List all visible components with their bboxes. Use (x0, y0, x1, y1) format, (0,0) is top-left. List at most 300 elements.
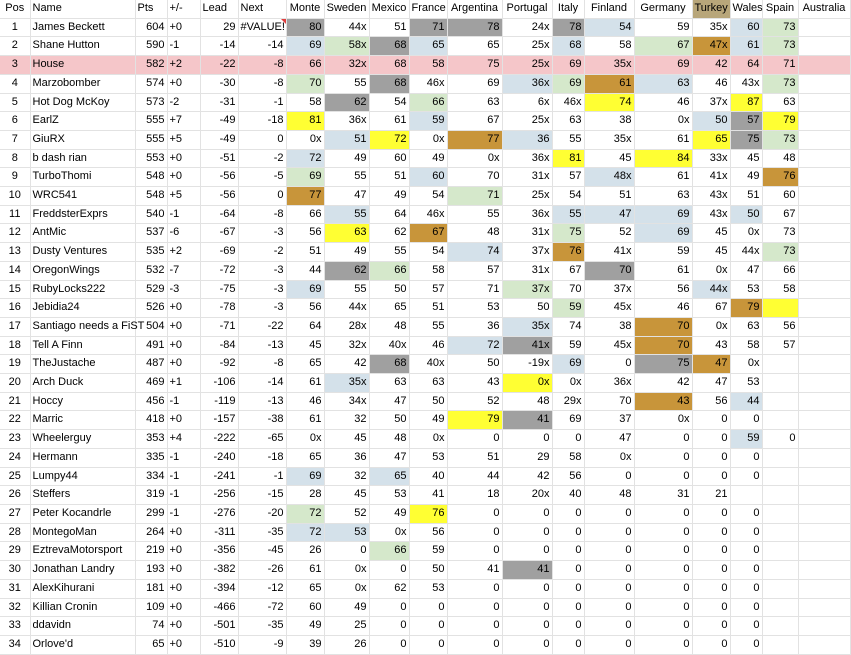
rally-cell-portugal[interactable]: 36x (502, 74, 552, 93)
column-header-germany[interactable]: Germany (634, 0, 692, 18)
rally-cell-france[interactable]: 60 (409, 168, 447, 187)
rally-cell-spain[interactable] (762, 561, 798, 580)
rally-cell-portugal[interactable]: 41x (502, 336, 552, 355)
rally-cell-mexico[interactable]: 53 (369, 486, 409, 505)
rally-cell-spain[interactable]: 73 (762, 224, 798, 243)
rally-cell-france[interactable]: 54 (409, 243, 447, 262)
rally-cell-argentina[interactable]: 79 (447, 411, 502, 430)
rally-cell-monte[interactable]: 46 (286, 392, 324, 411)
change-cell[interactable]: -3 (167, 280, 200, 299)
rally-cell-sweden[interactable]: 45 (324, 430, 369, 449)
rally-cell-germany[interactable]: 0 (634, 467, 692, 486)
rally-cell-turkey[interactable]: 0 (692, 635, 730, 654)
points-cell[interactable]: 555 (135, 112, 167, 131)
rally-cell-wales[interactable]: 0x (730, 355, 762, 374)
rally-cell-portugal[interactable]: 36 (502, 130, 552, 149)
rally-cell-italy[interactable]: 69 (552, 56, 584, 75)
rally-cell-germany[interactable]: 0 (634, 542, 692, 561)
pos-cell[interactable]: 2 (0, 37, 30, 56)
rally-cell-monte[interactable]: 58 (286, 93, 324, 112)
change-cell[interactable]: +0 (167, 598, 200, 617)
points-cell[interactable]: 181 (135, 579, 167, 598)
change-cell[interactable]: -1 (167, 205, 200, 224)
rally-cell-monte[interactable]: 69 (286, 467, 324, 486)
column-header-argentina[interactable]: Argentina (447, 0, 502, 18)
rally-cell-australia[interactable] (798, 168, 850, 187)
rally-cell-sweden[interactable]: 58x (324, 37, 369, 56)
rally-cell-italy[interactable]: 40 (552, 486, 584, 505)
points-cell[interactable]: 319 (135, 486, 167, 505)
next-cell[interactable]: -3 (238, 224, 286, 243)
rally-cell-finland[interactable]: 0x (584, 448, 634, 467)
rally-cell-portugal[interactable]: 0 (502, 430, 552, 449)
rally-cell-wales[interactable]: 43x (730, 74, 762, 93)
rally-cell-germany[interactable]: 70 (634, 336, 692, 355)
rally-cell-finland[interactable]: 47 (584, 205, 634, 224)
rally-cell-argentina[interactable]: 0 (447, 504, 502, 523)
rally-cell-argentina[interactable]: 71 (447, 280, 502, 299)
rally-cell-wales[interactable]: 0x (730, 224, 762, 243)
rally-cell-wales[interactable]: 61 (730, 37, 762, 56)
rally-cell-germany[interactable]: 46 (634, 299, 692, 318)
name-cell[interactable]: Hot Dog McKoy (30, 93, 135, 112)
lead-cell[interactable]: -84 (200, 336, 238, 355)
points-cell[interactable]: 553 (135, 149, 167, 168)
rally-cell-monte[interactable]: 72 (286, 149, 324, 168)
rally-cell-mexico[interactable]: 55 (369, 243, 409, 262)
next-cell[interactable]: -18 (238, 112, 286, 131)
rally-cell-germany[interactable]: 69 (634, 224, 692, 243)
rally-cell-spain[interactable] (762, 598, 798, 617)
rally-cell-germany[interactable]: 69 (634, 205, 692, 224)
rally-cell-portugal[interactable]: 0x (502, 374, 552, 393)
rally-cell-italy[interactable]: 0 (552, 617, 584, 636)
rally-cell-australia[interactable] (798, 261, 850, 280)
rally-cell-wales[interactable]: 0 (730, 448, 762, 467)
rally-cell-argentina[interactable]: 0 (447, 579, 502, 598)
rally-cell-argentina[interactable]: 36 (447, 317, 502, 336)
rally-cell-australia[interactable] (798, 18, 850, 37)
rally-cell-sweden[interactable]: 52 (324, 504, 369, 523)
pos-cell[interactable]: 24 (0, 448, 30, 467)
next-cell[interactable]: -38 (238, 411, 286, 430)
next-cell[interactable]: -18 (238, 448, 286, 467)
rally-cell-mexico[interactable]: 0 (369, 617, 409, 636)
rally-cell-sweden[interactable]: 32 (324, 411, 369, 430)
lead-cell[interactable]: 29 (200, 18, 238, 37)
next-cell[interactable]: -8 (238, 355, 286, 374)
rally-cell-sweden[interactable]: 36x (324, 112, 369, 131)
rally-cell-portugal[interactable]: 24x (502, 18, 552, 37)
rally-cell-monte[interactable]: 45 (286, 336, 324, 355)
rally-cell-mexico[interactable]: 47 (369, 392, 409, 411)
name-cell[interactable]: AntMic (30, 224, 135, 243)
next-cell[interactable]: -14 (238, 37, 286, 56)
rally-cell-wales[interactable]: 47 (730, 261, 762, 280)
name-cell[interactable]: Jonathan Landry (30, 561, 135, 580)
pos-cell[interactable]: 14 (0, 261, 30, 280)
rally-cell-portugal[interactable]: 31x (502, 168, 552, 187)
rally-cell-monte[interactable]: 80 (286, 18, 324, 37)
rally-cell-mexico[interactable]: 65 (369, 467, 409, 486)
pos-cell[interactable]: 16 (0, 299, 30, 318)
rally-cell-spain[interactable]: 60 (762, 187, 798, 206)
rally-cell-sweden[interactable]: 0x (324, 561, 369, 580)
points-cell[interactable]: 548 (135, 187, 167, 206)
next-cell[interactable]: -20 (238, 504, 286, 523)
points-cell[interactable]: 418 (135, 411, 167, 430)
change-cell[interactable]: +0 (167, 617, 200, 636)
rally-cell-mexico[interactable]: 66 (369, 542, 409, 561)
rally-cell-argentina[interactable]: 57 (447, 261, 502, 280)
lead-cell[interactable]: -276 (200, 504, 238, 523)
rally-cell-turkey[interactable]: 43 (692, 336, 730, 355)
rally-cell-spain[interactable]: 73 (762, 130, 798, 149)
rally-cell-finland[interactable]: 48x (584, 168, 634, 187)
rally-cell-turkey[interactable]: 0 (692, 561, 730, 580)
pos-cell[interactable]: 18 (0, 336, 30, 355)
change-cell[interactable]: +0 (167, 411, 200, 430)
rally-cell-france[interactable]: 59 (409, 112, 447, 131)
lead-cell[interactable]: -49 (200, 130, 238, 149)
rally-cell-sweden[interactable]: 0 (324, 542, 369, 561)
next-cell[interactable]: 0 (238, 130, 286, 149)
column-header-australia[interactable]: Australia (798, 0, 850, 18)
rally-cell-australia[interactable] (798, 542, 850, 561)
points-cell[interactable]: 65 (135, 635, 167, 654)
rally-cell-portugal[interactable]: 25x (502, 56, 552, 75)
rally-cell-germany[interactable]: 0x (634, 411, 692, 430)
rally-cell-sweden[interactable]: 44x (324, 18, 369, 37)
points-cell[interactable]: 335 (135, 448, 167, 467)
change-cell[interactable]: +2 (167, 56, 200, 75)
rally-cell-sweden[interactable]: 25 (324, 617, 369, 636)
rally-cell-mexico[interactable]: 68 (369, 355, 409, 374)
rally-cell-turkey[interactable]: 35x (692, 18, 730, 37)
rally-cell-finland[interactable]: 41x (584, 243, 634, 262)
pos-cell[interactable]: 23 (0, 430, 30, 449)
rally-cell-portugal[interactable]: 29 (502, 448, 552, 467)
rally-cell-italy[interactable]: 69 (552, 355, 584, 374)
points-cell[interactable]: 573 (135, 93, 167, 112)
rally-cell-turkey[interactable]: 33x (692, 149, 730, 168)
rally-cell-portugal[interactable]: 50 (502, 299, 552, 318)
lead-cell[interactable]: -51 (200, 149, 238, 168)
rally-cell-france[interactable]: 55 (409, 317, 447, 336)
name-cell[interactable]: Hoccy (30, 392, 135, 411)
rally-cell-portugal[interactable]: 48 (502, 392, 552, 411)
next-cell[interactable]: #VALUE! (238, 18, 286, 37)
points-cell[interactable]: 487 (135, 355, 167, 374)
rally-cell-finland[interactable]: 35x (584, 56, 634, 75)
column-header-finland[interactable]: Finland (584, 0, 634, 18)
rally-cell-sweden[interactable]: 63 (324, 224, 369, 243)
rally-cell-monte[interactable]: 69 (286, 37, 324, 56)
rally-cell-wales[interactable]: 0 (730, 617, 762, 636)
rally-cell-australia[interactable] (798, 299, 850, 318)
rally-cell-turkey[interactable]: 45 (692, 224, 730, 243)
rally-cell-spain[interactable]: 63 (762, 93, 798, 112)
change-cell[interactable]: +7 (167, 112, 200, 131)
rally-cell-turkey[interactable]: 21 (692, 486, 730, 505)
rally-cell-argentina[interactable]: 48 (447, 224, 502, 243)
change-cell[interactable]: -1 (167, 392, 200, 411)
name-cell[interactable]: Arch Duck (30, 374, 135, 393)
change-cell[interactable]: +0 (167, 523, 200, 542)
rally-cell-finland[interactable]: 35x (584, 130, 634, 149)
rally-cell-monte[interactable]: 0x (286, 430, 324, 449)
points-cell[interactable]: 535 (135, 243, 167, 262)
rally-cell-argentina[interactable]: 43 (447, 374, 502, 393)
lead-cell[interactable]: -394 (200, 579, 238, 598)
rally-cell-sweden[interactable]: 0x (324, 579, 369, 598)
rally-cell-germany[interactable]: 59 (634, 243, 692, 262)
rally-cell-germany[interactable]: 69 (634, 56, 692, 75)
rally-cell-australia[interactable] (798, 635, 850, 654)
rally-cell-monte[interactable]: 65 (286, 355, 324, 374)
next-cell[interactable]: -8 (238, 56, 286, 75)
rally-cell-turkey[interactable]: 0x (692, 261, 730, 280)
lead-cell[interactable]: -78 (200, 299, 238, 318)
rally-cell-spain[interactable] (762, 523, 798, 542)
rally-cell-turkey[interactable]: 0 (692, 598, 730, 617)
change-cell[interactable]: -1 (167, 467, 200, 486)
rally-cell-germany[interactable]: 0 (634, 504, 692, 523)
rally-cell-wales[interactable]: 49 (730, 168, 762, 187)
rally-cell-monte[interactable]: 64 (286, 317, 324, 336)
rally-cell-france[interactable]: 53 (409, 448, 447, 467)
next-cell[interactable]: -2 (238, 243, 286, 262)
name-cell[interactable]: RubyLocks222 (30, 280, 135, 299)
change-cell[interactable]: +0 (167, 355, 200, 374)
rally-cell-germany[interactable]: 0 (634, 430, 692, 449)
rally-cell-portugal[interactable]: 25x (502, 37, 552, 56)
rally-cell-monte[interactable]: 77 (286, 187, 324, 206)
rally-cell-australia[interactable] (798, 374, 850, 393)
rally-cell-france[interactable]: 57 (409, 280, 447, 299)
rally-cell-italy[interactable]: 78 (552, 18, 584, 37)
rally-cell-portugal[interactable]: 0 (502, 579, 552, 598)
pos-cell[interactable]: 19 (0, 355, 30, 374)
lead-cell[interactable]: -64 (200, 205, 238, 224)
rally-cell-mexico[interactable]: 47 (369, 448, 409, 467)
rally-cell-australia[interactable] (798, 112, 850, 131)
rally-cell-argentina[interactable]: 78 (447, 18, 502, 37)
rally-cell-turkey[interactable]: 41x (692, 168, 730, 187)
rally-cell-france[interactable]: 49 (409, 149, 447, 168)
rally-cell-finland[interactable]: 48 (584, 486, 634, 505)
rally-cell-sweden[interactable]: 62 (324, 93, 369, 112)
rally-cell-australia[interactable] (798, 579, 850, 598)
rally-cell-mexico[interactable]: 65 (369, 299, 409, 318)
rally-cell-germany[interactable]: 31 (634, 486, 692, 505)
lead-cell[interactable]: -466 (200, 598, 238, 617)
rally-cell-germany[interactable]: 63 (634, 74, 692, 93)
pos-cell[interactable]: 5 (0, 93, 30, 112)
rally-cell-italy[interactable]: 0 (552, 635, 584, 654)
rally-cell-monte[interactable]: 69 (286, 280, 324, 299)
change-cell[interactable]: +2 (167, 243, 200, 262)
rally-cell-finland[interactable]: 45 (584, 149, 634, 168)
rally-cell-sweden[interactable]: 47 (324, 187, 369, 206)
rally-cell-spain[interactable] (762, 392, 798, 411)
rally-cell-italy[interactable]: 69 (552, 74, 584, 93)
rally-cell-argentina[interactable]: 72 (447, 336, 502, 355)
rally-cell-finland[interactable]: 0 (584, 579, 634, 598)
name-cell[interactable]: FreddsterExprs (30, 205, 135, 224)
points-cell[interactable]: 334 (135, 467, 167, 486)
name-cell[interactable]: Lumpy44 (30, 467, 135, 486)
rally-cell-sweden[interactable]: 62 (324, 261, 369, 280)
lead-cell[interactable]: -31 (200, 93, 238, 112)
rally-cell-australia[interactable] (798, 467, 850, 486)
next-cell[interactable]: -14 (238, 374, 286, 393)
next-cell[interactable]: -45 (238, 542, 286, 561)
column-header-name[interactable]: Name (30, 0, 135, 18)
rally-cell-finland[interactable]: 70 (584, 261, 634, 280)
rally-cell-mexico[interactable]: 68 (369, 74, 409, 93)
column-header-pts[interactable]: Pts (135, 0, 167, 18)
rally-cell-spain[interactable]: 79 (762, 112, 798, 131)
rally-cell-wales[interactable]: 87 (730, 93, 762, 112)
name-cell[interactable]: James Beckett (30, 18, 135, 37)
rally-cell-australia[interactable] (798, 56, 850, 75)
rally-cell-monte[interactable]: 61 (286, 561, 324, 580)
rally-cell-australia[interactable] (798, 355, 850, 374)
lead-cell[interactable]: -222 (200, 430, 238, 449)
rally-cell-italy[interactable]: 63 (552, 112, 584, 131)
rally-cell-argentina[interactable]: 0 (447, 598, 502, 617)
rally-cell-australia[interactable] (798, 130, 850, 149)
rally-cell-finland[interactable]: 0 (584, 561, 634, 580)
rally-cell-sweden[interactable]: 44x (324, 299, 369, 318)
rally-cell-finland[interactable]: 0 (584, 617, 634, 636)
rally-cell-portugal[interactable]: 0 (502, 635, 552, 654)
rally-cell-turkey[interactable]: 56 (692, 392, 730, 411)
change-cell[interactable]: +1 (167, 374, 200, 393)
rally-cell-wales[interactable]: 79 (730, 299, 762, 318)
rally-cell-turkey[interactable]: 0 (692, 504, 730, 523)
pos-cell[interactable]: 13 (0, 243, 30, 262)
points-cell[interactable]: 456 (135, 392, 167, 411)
rally-cell-germany[interactable]: 0 (634, 579, 692, 598)
name-cell[interactable]: Killian Cronin (30, 598, 135, 617)
rally-cell-finland[interactable]: 45x (584, 336, 634, 355)
rally-cell-portugal[interactable]: 31x (502, 224, 552, 243)
rally-cell-italy[interactable]: 70 (552, 280, 584, 299)
rally-cell-finland[interactable]: 61 (584, 74, 634, 93)
points-cell[interactable]: 537 (135, 224, 167, 243)
rally-cell-germany[interactable]: 61 (634, 261, 692, 280)
change-cell[interactable]: +0 (167, 299, 200, 318)
column-header-portugal[interactable]: Portugal (502, 0, 552, 18)
rally-cell-france[interactable]: 50 (409, 392, 447, 411)
rally-cell-italy[interactable]: 81 (552, 149, 584, 168)
points-cell[interactable]: 299 (135, 504, 167, 523)
next-cell[interactable]: -2 (238, 149, 286, 168)
pos-cell[interactable]: 11 (0, 205, 30, 224)
column-header-spain[interactable]: Spain (762, 0, 798, 18)
rally-cell-italy[interactable]: 0 (552, 542, 584, 561)
column-header-lead[interactable]: Lead (200, 0, 238, 18)
pos-cell[interactable]: 4 (0, 74, 30, 93)
rally-cell-spain[interactable]: 76 (762, 168, 798, 187)
rally-cell-spain[interactable]: 66 (762, 261, 798, 280)
rally-cell-portugal[interactable]: 0 (502, 523, 552, 542)
rally-cell-wales[interactable]: 0 (730, 561, 762, 580)
column-header-next[interactable]: Next (238, 0, 286, 18)
rally-cell-monte[interactable]: 0x (286, 130, 324, 149)
points-cell[interactable]: 582 (135, 56, 167, 75)
rally-cell-argentina[interactable]: 53 (447, 299, 502, 318)
next-cell[interactable]: -1 (238, 467, 286, 486)
rally-cell-germany[interactable]: 59 (634, 18, 692, 37)
change-cell[interactable]: -1 (167, 37, 200, 56)
rally-cell-mexico[interactable]: 66 (369, 261, 409, 280)
rally-cell-germany[interactable]: 75 (634, 355, 692, 374)
rally-cell-portugal[interactable]: 0 (502, 598, 552, 617)
points-cell[interactable]: 353 (135, 430, 167, 449)
points-cell[interactable]: 574 (135, 74, 167, 93)
rally-cell-australia[interactable] (798, 187, 850, 206)
pos-cell[interactable]: 10 (0, 187, 30, 206)
rally-cell-turkey[interactable]: 0 (692, 523, 730, 542)
rally-cell-finland[interactable]: 0 (584, 467, 634, 486)
rally-cell-spain[interactable] (762, 411, 798, 430)
rally-cell-spain[interactable]: 58 (762, 280, 798, 299)
rally-cell-australia[interactable] (798, 504, 850, 523)
rally-cell-finland[interactable]: 0 (584, 504, 634, 523)
rally-cell-turkey[interactable]: 0 (692, 448, 730, 467)
next-cell[interactable]: -3 (238, 280, 286, 299)
rally-cell-portugal[interactable]: 25x (502, 112, 552, 131)
rally-cell-turkey[interactable]: 47 (692, 355, 730, 374)
rally-cell-argentina[interactable]: 70 (447, 168, 502, 187)
next-cell[interactable]: -8 (238, 74, 286, 93)
rally-cell-spain[interactable] (762, 299, 798, 318)
lead-cell[interactable]: -119 (200, 392, 238, 411)
rally-cell-germany[interactable]: 0 (634, 635, 692, 654)
rally-cell-germany[interactable]: 61 (634, 130, 692, 149)
rally-cell-argentina[interactable]: 50 (447, 355, 502, 374)
name-cell[interactable]: Wheelerguy (30, 430, 135, 449)
pos-cell[interactable]: 21 (0, 392, 30, 411)
rally-cell-monte[interactable]: 56 (286, 224, 324, 243)
name-cell[interactable]: Santiago needs a FiST (30, 317, 135, 336)
lead-cell[interactable]: -75 (200, 280, 238, 299)
change-cell[interactable]: +0 (167, 635, 200, 654)
name-cell[interactable]: Hermann (30, 448, 135, 467)
pos-cell[interactable]: 6 (0, 112, 30, 131)
rally-cell-wales[interactable]: 57 (730, 112, 762, 131)
next-cell[interactable]: -12 (238, 579, 286, 598)
rally-cell-sweden[interactable]: 35x (324, 374, 369, 393)
rally-cell-sweden[interactable]: 45 (324, 486, 369, 505)
rally-cell-france[interactable]: 67 (409, 224, 447, 243)
points-cell[interactable]: 555 (135, 130, 167, 149)
column-header-pos[interactable]: Pos (0, 0, 30, 18)
rally-cell-argentina[interactable]: 77 (447, 130, 502, 149)
points-cell[interactable]: 532 (135, 261, 167, 280)
rally-cell-finland[interactable]: 36x (584, 374, 634, 393)
lead-cell[interactable]: -382 (200, 561, 238, 580)
rally-cell-finland[interactable]: 47 (584, 430, 634, 449)
pos-cell[interactable]: 33 (0, 617, 30, 636)
rally-cell-turkey[interactable]: 43x (692, 187, 730, 206)
rally-cell-finland[interactable]: 45x (584, 299, 634, 318)
rally-cell-france[interactable]: 65 (409, 37, 447, 56)
points-cell[interactable]: 109 (135, 598, 167, 617)
